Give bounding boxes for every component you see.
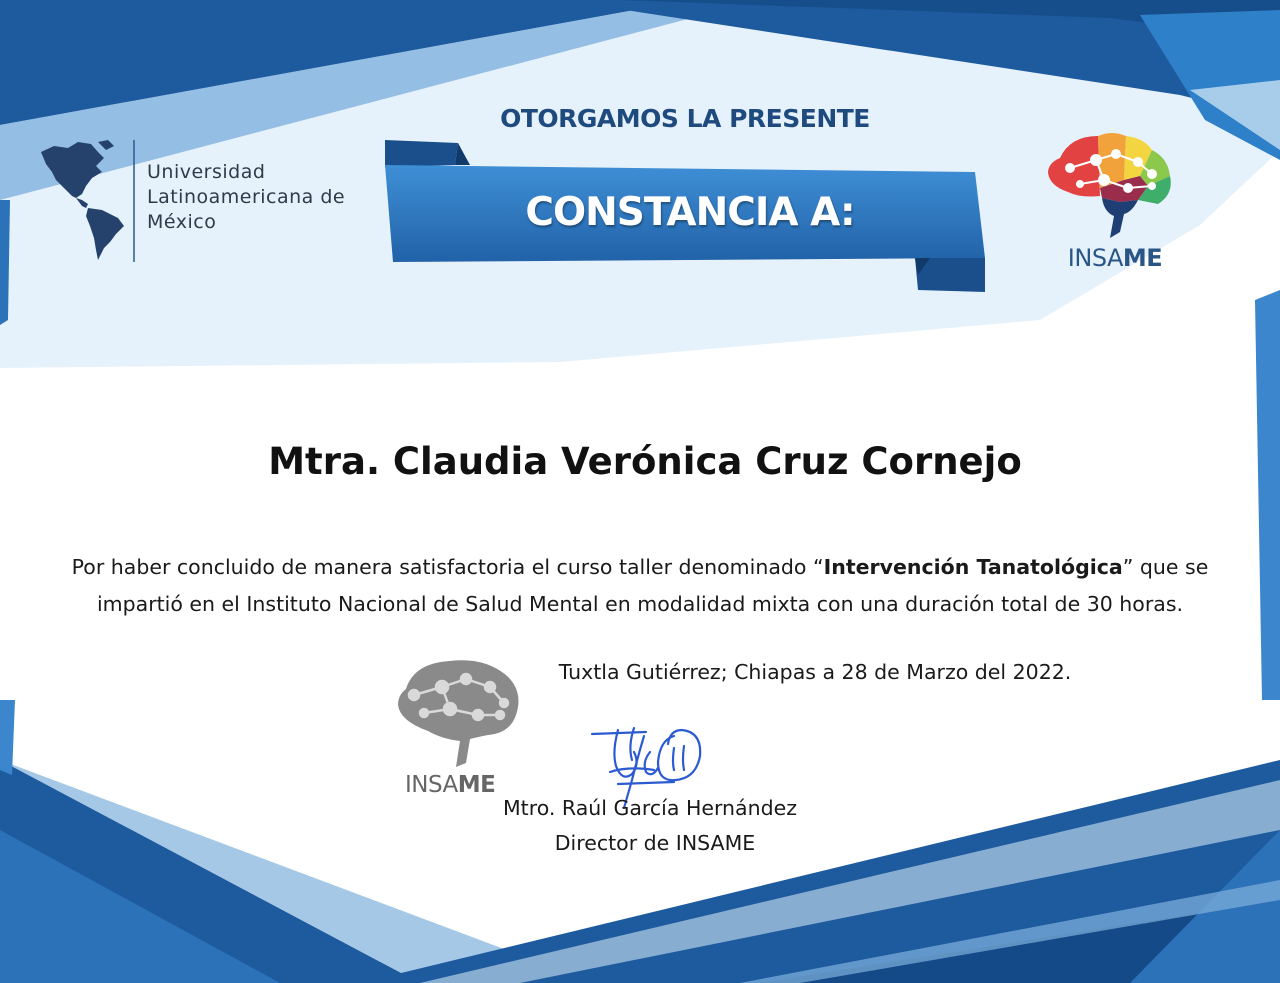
insame-logo-light: INSA [1067,244,1123,272]
signer-title: Director de INSAME [554,831,756,855]
body-text-details: ” que se impartió en el Instituto Nacional de Salud Mental en modalidad mixta con una duración total de 30 horas. [96,555,1209,616]
university-name [147,160,387,235]
stamp-text-light: INSA [405,772,458,798]
university-name-line-2: Latinoamericana de [147,186,346,208]
gray-brain-stamp-icon [392,655,524,773]
ribbon-title: CONSTANCIA A: [525,190,855,235]
course-name: Intervención Tanatológica [823,555,1123,579]
signer-name: Mtro. Raúl García Hernández [503,796,797,820]
body-text-intro: Por haber concluido de manera satisfactoria el curso taller denominado “ [71,555,824,579]
stamp-text-bold: ME [457,772,496,798]
insame-logo-bold: ME [1122,244,1163,272]
university-name-line-3: México [147,211,217,233]
certificate-body [70,549,1210,623]
colorful-brain-icon [1040,128,1180,246]
stamp-insame-text [405,772,525,798]
recipient-name: Mtra. Claudia Verónica Cruz Cornejo [268,440,1022,483]
place-and-date: Tuxtla Gutiérrez; Chiapas a 28 de Marzo del 2022. [558,660,1072,684]
award-heading: OTORGAMOS LA PRESENTE [500,104,870,133]
americas-map-icon [36,138,132,260]
insame-logo-text [1040,244,1190,272]
university-name-line-1: Universidad [147,161,266,183]
